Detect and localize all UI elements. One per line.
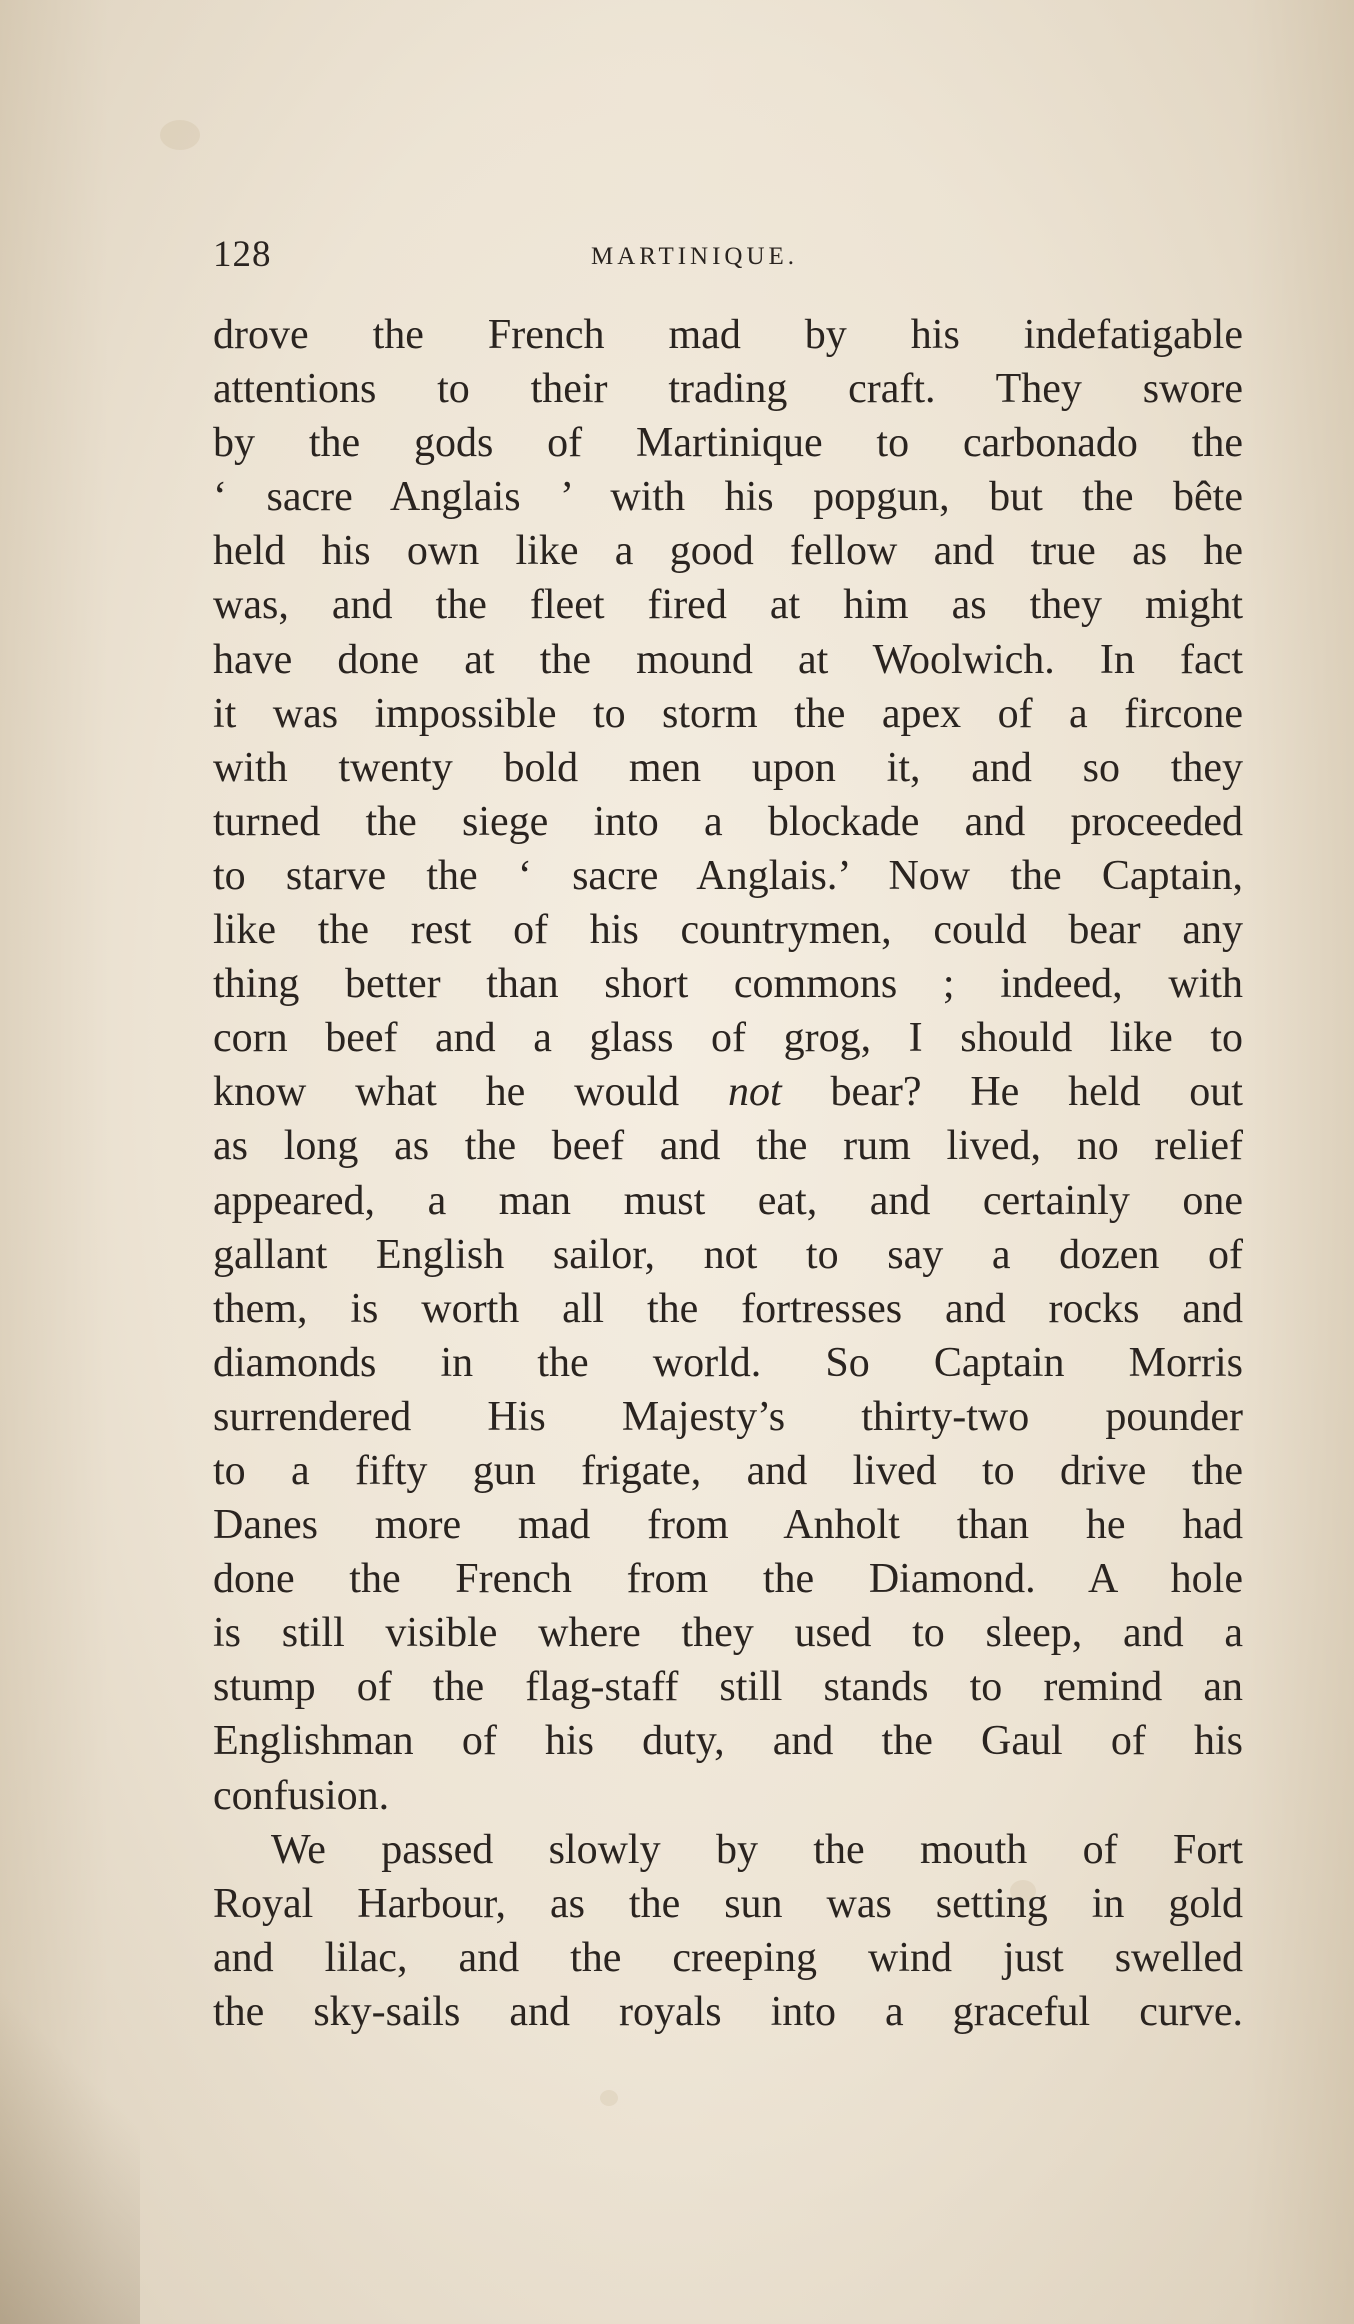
- text-line: as long as the beef and the rum lived, no relief: [213, 1123, 1243, 1170]
- text-line: Danes more mad from Anholt than he had: [213, 1502, 1243, 1549]
- italic-word: not: [728, 1069, 782, 1116]
- text-line: surrendered His Majesty’s thirty-two pounder: [213, 1393, 1243, 1440]
- text-line: gallant English sailor, not to say a dozen of: [213, 1231, 1243, 1278]
- text-line: have done at the mound at Woolwich. In fact: [213, 636, 1243, 683]
- text-line: held his own like a good fellow and true as he: [213, 528, 1243, 575]
- text-line: drove the French mad by his indefatigable: [213, 312, 1243, 358]
- text-line: by the gods of Martinique to carbonado the: [213, 420, 1243, 467]
- text-line: it was impossible to storm the apex of a fircone: [213, 690, 1243, 737]
- text-line: turned the siege into a blockade and proceeded: [213, 798, 1243, 845]
- text-line: was, and the fleet fired at him as they might: [213, 582, 1243, 629]
- text-line: confusion.: [213, 1772, 390, 1819]
- running-head: MARTINIQUE.: [591, 243, 799, 270]
- text-line: is still visible where they used to sleep, and a: [213, 1610, 1243, 1657]
- page-corner-shadow: [0, 1904, 140, 2324]
- text-line: like the rest of his countrymen, could bear any: [213, 907, 1243, 954]
- text-line: and lilac, and the creeping wind just swelled: [213, 1934, 1243, 1981]
- text-line: corn beef and a glass of grog, I should like to: [213, 1015, 1243, 1062]
- text-line: done the French from the Diamond. A hole: [213, 1556, 1243, 1603]
- text-line: ‘ sacre Anglais ’ with his popgun, but the bête: [213, 474, 1243, 521]
- text-line-with-italic: [213, 1065, 1243, 1119]
- text-fragment: know what he would: [213, 1069, 729, 1116]
- text-line: them, is worth all the fortresses and rocks and: [213, 1285, 1243, 1332]
- page-number: 128: [213, 234, 272, 275]
- text-line: stump of the flag-staff still stands to remind an: [213, 1664, 1243, 1711]
- text-line: Royal Harbour, as the sun was setting in gold: [213, 1880, 1243, 1927]
- text-line: appeared, a man must eat, and certainly one: [213, 1177, 1243, 1224]
- paper-stain: [160, 120, 200, 150]
- text-line: Englishman of his duty, and the Gaul of his: [213, 1718, 1243, 1765]
- paper-stain: [600, 2090, 618, 2106]
- text-line: attentions to their trading craft. They swore: [213, 366, 1243, 413]
- text-fragment: bear? He held out: [781, 1069, 1243, 1116]
- text-line: to a fifty gun frigate, and lived to drive the: [213, 1447, 1243, 1494]
- text-line: to starve the ‘ sacre Anglais.’ Now the Captain,: [213, 852, 1243, 899]
- paragraph-start-line: We passed slowly by the mouth of Fort: [271, 1826, 1243, 1873]
- page-header: [213, 233, 1243, 293]
- text-line: thing better than short commons ; indeed, with: [213, 961, 1243, 1008]
- text-line: diamonds in the world. So Captain Morris: [213, 1339, 1243, 1386]
- body-text: [213, 308, 1243, 2039]
- text-line: the sky-sails and royals into a graceful curve.: [213, 1988, 1243, 2035]
- text-line: with twenty bold men upon it, and so they: [213, 744, 1243, 791]
